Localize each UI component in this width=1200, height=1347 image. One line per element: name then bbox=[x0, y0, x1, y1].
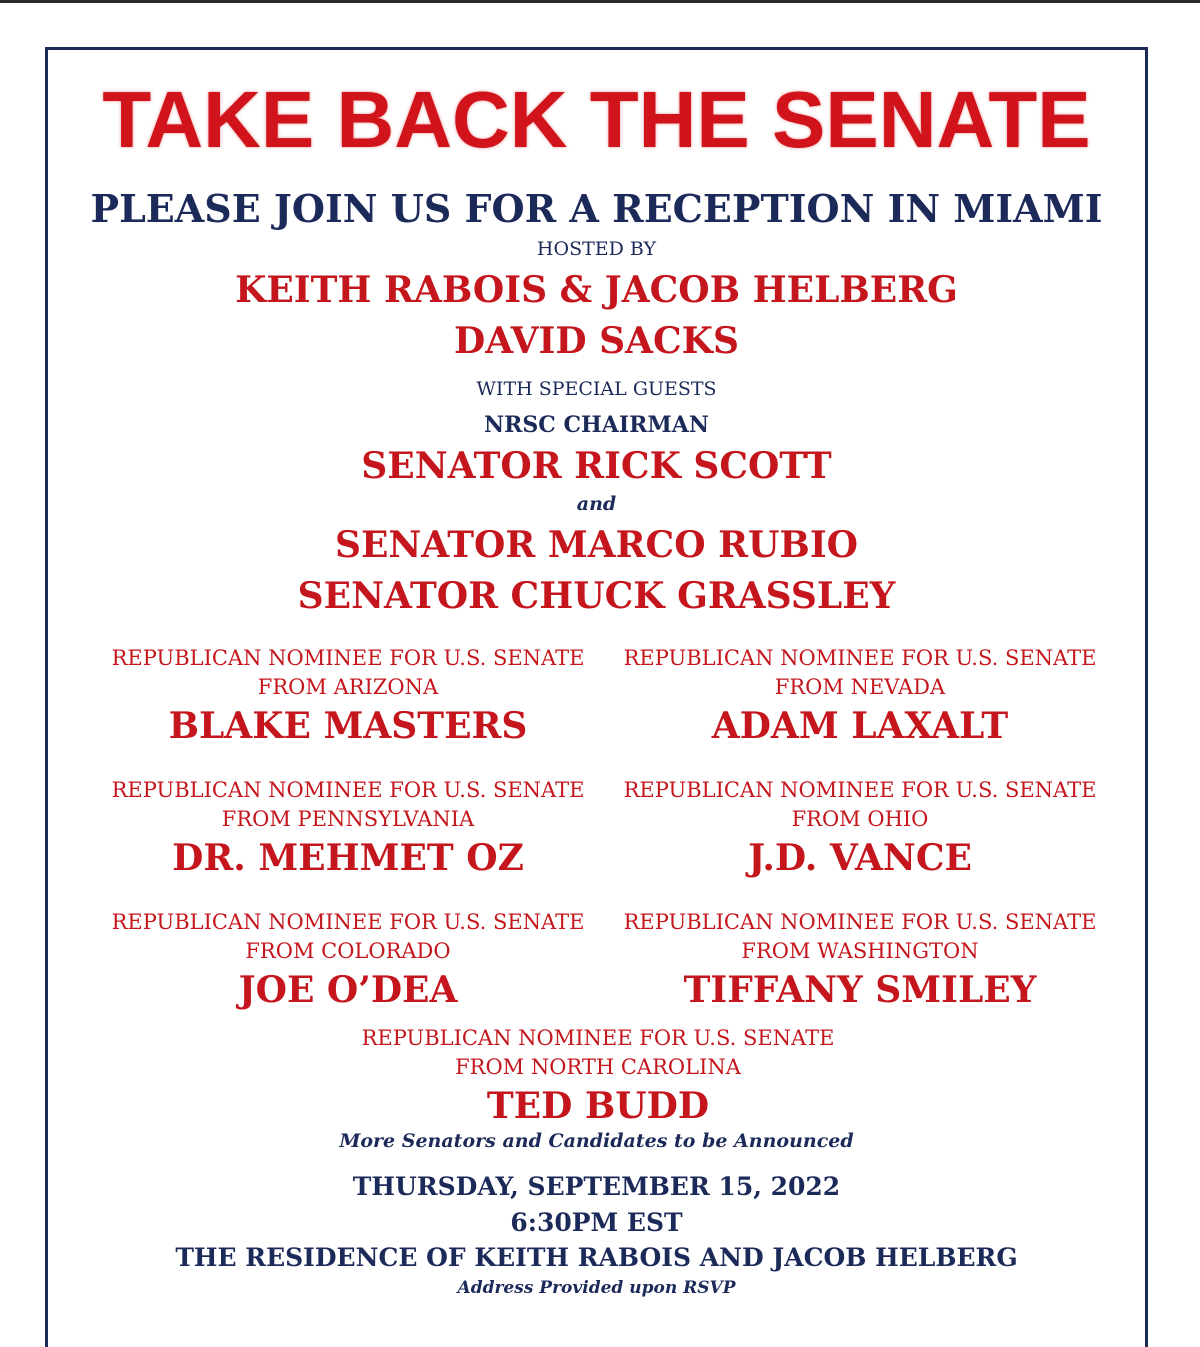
nominee-state: FROM COLORADO bbox=[245, 939, 451, 963]
invitation-card bbox=[45, 47, 1148, 1347]
and-word: and bbox=[576, 493, 617, 515]
nominee-state: FROM PENNSYLVANIA bbox=[221, 807, 475, 831]
nominee-label: REPUBLICAN NOMINEE FOR U.S. SENATE bbox=[111, 910, 585, 934]
nominee-state: FROM NEVADA bbox=[774, 675, 946, 699]
address-note: Address Provided upon RSVP bbox=[457, 1278, 736, 1298]
special-guests-label: WITH SPECIAL GUESTS bbox=[476, 378, 717, 400]
nominee-state: FROM ARIZONA bbox=[257, 675, 439, 699]
invitation-line: PLEASE JOIN US FOR A RECEPTION IN MIAMI bbox=[90, 186, 1103, 231]
nominee-name: JOE O’DEA bbox=[238, 969, 458, 1011]
event-location: THE RESIDENCE OF KEITH RABOIS AND JACOB HELBERG bbox=[175, 1243, 1018, 1272]
chairman-label: NRSC CHAIRMAN bbox=[484, 412, 709, 438]
nominee-block-north-carolina bbox=[348, 1026, 848, 1127]
headline: TAKE BACK THE SENATE bbox=[102, 75, 1091, 164]
host-line-2: DAVID SACKS bbox=[454, 320, 739, 362]
senator-line-2: SENATOR CHUCK GRASSLEY bbox=[297, 575, 896, 617]
nominee-block-ohio bbox=[610, 778, 1110, 879]
nominee-name: ADAM LAXALT bbox=[711, 705, 1009, 747]
nominee-name: DR. MEHMET OZ bbox=[172, 837, 524, 879]
nominee-block-washington bbox=[610, 910, 1110, 1011]
chairman-name: SENATOR RICK SCOTT bbox=[361, 445, 832, 487]
nominee-label: REPUBLICAN NOMINEE FOR U.S. SENATE bbox=[111, 646, 585, 670]
more-announced-note: More Senators and Candidates to be Announced bbox=[339, 1130, 854, 1152]
event-date: THURSDAY, SEPTEMBER 15, 2022 bbox=[352, 1172, 841, 1201]
top-divider bbox=[0, 0, 1200, 3]
nominee-block-arizona bbox=[98, 646, 598, 747]
senator-line-1: SENATOR MARCO RUBIO bbox=[334, 524, 859, 566]
nominee-label: REPUBLICAN NOMINEE FOR U.S. SENATE bbox=[623, 646, 1097, 670]
nominee-label: REPUBLICAN NOMINEE FOR U.S. SENATE bbox=[111, 778, 585, 802]
hosted-by-label: HOSTED BY bbox=[536, 238, 657, 260]
nominee-label: REPUBLICAN NOMINEE FOR U.S. SENATE bbox=[361, 1026, 835, 1050]
nominee-block-colorado bbox=[98, 910, 598, 1011]
host-line-1: KEITH RABOIS & JACOB HELBERG bbox=[235, 269, 958, 311]
nominee-state: FROM NORTH CAROLINA bbox=[455, 1055, 741, 1079]
nominee-name: BLAKE MASTERS bbox=[168, 705, 528, 747]
nominee-name: TED BUDD bbox=[486, 1085, 710, 1127]
nominee-block-nevada bbox=[610, 646, 1110, 747]
nominee-label: REPUBLICAN NOMINEE FOR U.S. SENATE bbox=[623, 910, 1097, 934]
nominee-state: FROM WASHINGTON bbox=[741, 939, 979, 963]
nominee-name: TIFFANY SMILEY bbox=[683, 969, 1037, 1011]
nominee-label: REPUBLICAN NOMINEE FOR U.S. SENATE bbox=[623, 778, 1097, 802]
nominee-name: J.D. VANCE bbox=[748, 837, 972, 879]
event-time: 6:30PM EST bbox=[510, 1208, 683, 1237]
nominee-block-pennsylvania bbox=[98, 778, 598, 879]
nominee-state: FROM OHIO bbox=[791, 807, 929, 831]
